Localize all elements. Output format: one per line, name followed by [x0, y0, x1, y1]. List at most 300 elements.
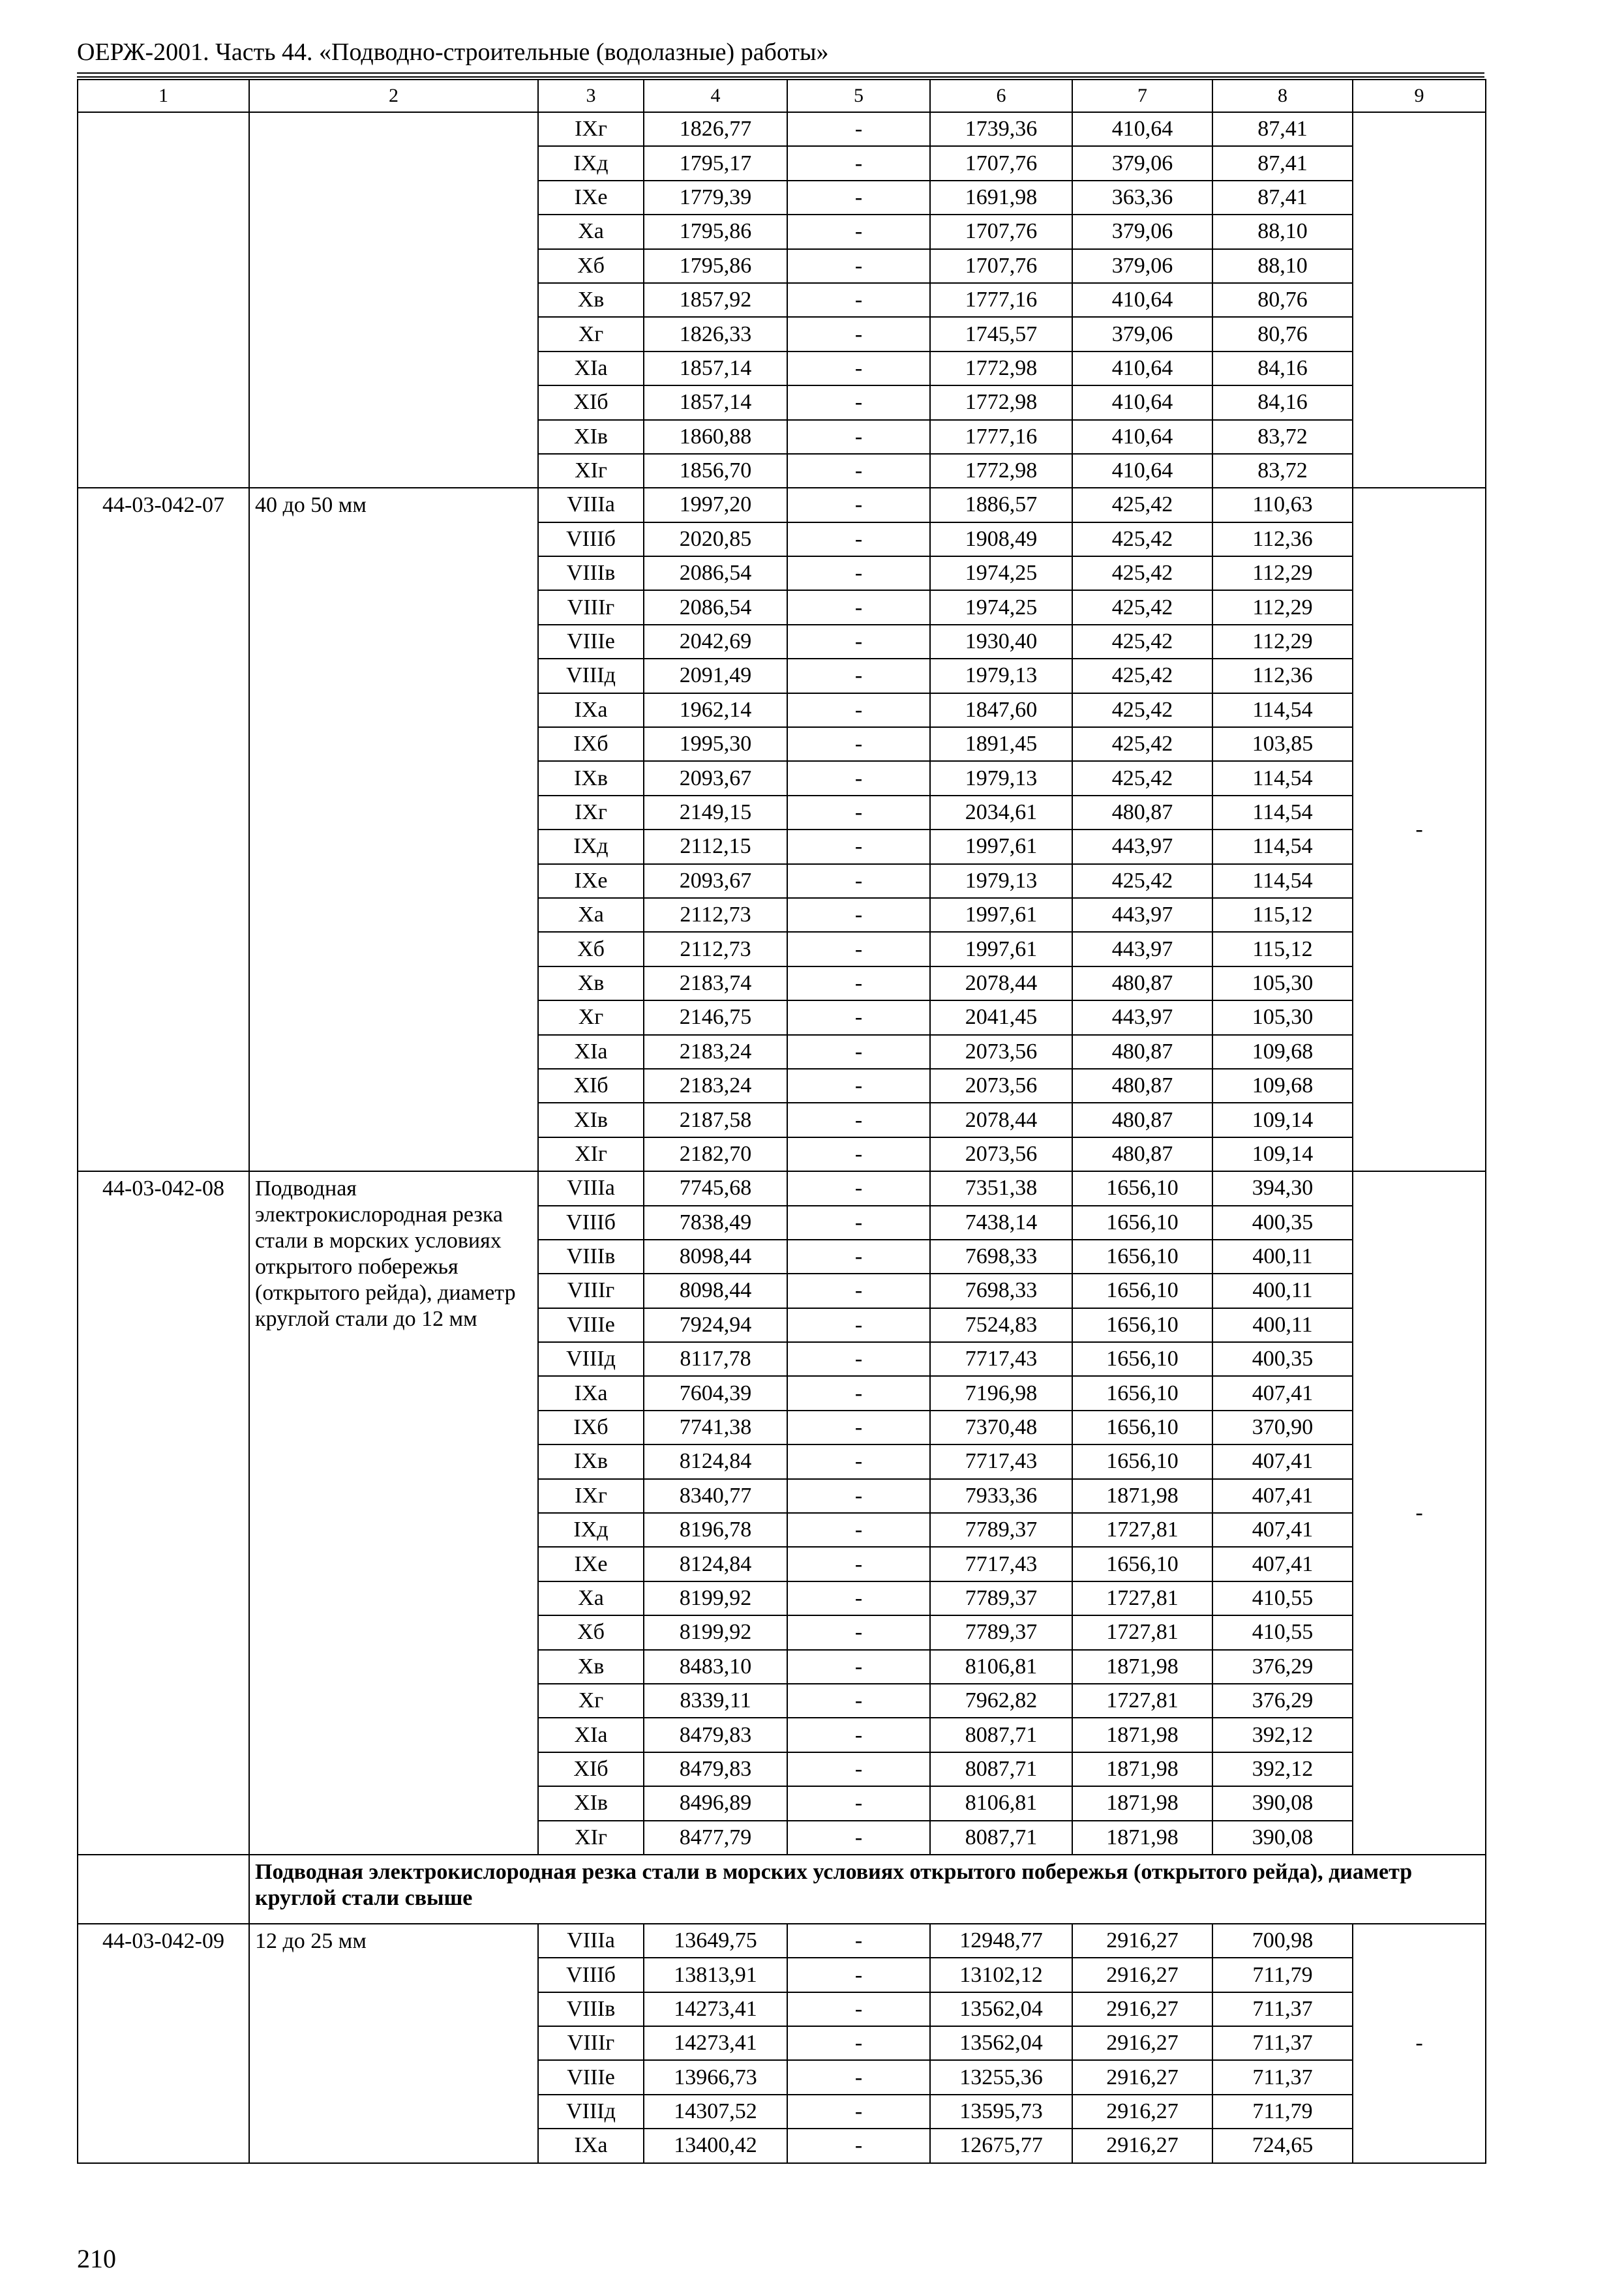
- labor-cost-cell: 7789,37: [930, 1615, 1072, 1649]
- total-cost-cell: 7924,94: [644, 1308, 787, 1342]
- column-number: 3: [538, 80, 644, 112]
- zone-cell: VIIIд: [538, 1342, 644, 1376]
- total-cost-cell: 2183,24: [644, 1069, 787, 1103]
- col5-cell: -: [787, 1650, 930, 1684]
- machine-cost-cell: 410,64: [1072, 454, 1212, 488]
- table-row: [78, 488, 1486, 522]
- labor-cost-cell: 1979,13: [930, 761, 1072, 795]
- machine-cost-cell: 425,42: [1072, 522, 1212, 556]
- materials-cost-cell: 87,41: [1212, 146, 1353, 180]
- materials-cost-cell: 724,65: [1212, 2129, 1353, 2162]
- total-cost-cell: 1856,70: [644, 454, 787, 488]
- header-rule-bottom: [77, 76, 1484, 78]
- materials-cost-cell: 80,76: [1212, 317, 1353, 351]
- materials-cost-cell: 400,11: [1212, 1274, 1353, 1308]
- labor-cost-cell: 7196,98: [930, 1376, 1072, 1410]
- materials-cost-cell: 711,37: [1212, 2060, 1353, 2094]
- machine-cost-cell: 1871,98: [1072, 1718, 1212, 1752]
- machine-cost-cell: 443,97: [1072, 932, 1212, 966]
- col5-cell: -: [787, 1308, 930, 1342]
- machine-cost-cell: 410,64: [1072, 352, 1212, 385]
- table-row: [78, 112, 1486, 146]
- section-heading-row: [78, 1855, 1486, 1924]
- machine-cost-cell: 443,97: [1072, 1000, 1212, 1034]
- materials-cost-cell: 410,55: [1212, 1581, 1353, 1615]
- zone-cell: IXг: [538, 112, 644, 146]
- labor-cost-cell: 1847,60: [930, 693, 1072, 727]
- machine-cost-cell: 1727,81: [1072, 1684, 1212, 1718]
- total-cost-cell: 1857,14: [644, 385, 787, 419]
- labor-cost-cell: 1777,16: [930, 283, 1072, 317]
- materials-cost-cell: 103,85: [1212, 727, 1353, 761]
- total-cost-cell: 2183,24: [644, 1035, 787, 1069]
- total-cost-cell: 1795,17: [644, 146, 787, 180]
- col5-cell: -: [787, 659, 930, 693]
- work-description: Подводная электрокислородная резка стали в морских условиях открытого побережья (открытого рейда), диаметр круглой стали до 12 мм: [249, 1171, 538, 1855]
- labor-cost-cell: 7789,37: [930, 1513, 1072, 1547]
- machine-cost-cell: 410,64: [1072, 420, 1212, 454]
- zone-cell: Xг: [538, 1684, 644, 1718]
- machine-cost-cell: 425,42: [1072, 659, 1212, 693]
- col5-cell: -: [787, 2060, 930, 2094]
- labor-cost-cell: 8087,71: [930, 1718, 1072, 1752]
- col5-cell: -: [787, 385, 930, 419]
- labor-cost-cell: 7524,83: [930, 1308, 1072, 1342]
- column-number: 8: [1212, 80, 1353, 112]
- total-cost-cell: 1857,14: [644, 352, 787, 385]
- col5-cell: -: [787, 1000, 930, 1034]
- col5-cell: -: [787, 864, 930, 898]
- machine-cost-cell: 480,87: [1072, 1069, 1212, 1103]
- machine-cost-cell: 363,36: [1072, 181, 1212, 215]
- col9-cell: -: [1353, 488, 1486, 1171]
- total-cost-cell: 2093,67: [644, 864, 787, 898]
- col5-cell: -: [787, 1924, 930, 1958]
- zone-cell: Xa: [538, 898, 644, 932]
- total-cost-cell: 8199,92: [644, 1615, 787, 1649]
- machine-cost-cell: 2916,27: [1072, 2095, 1212, 2129]
- labor-cost-cell: 2041,45: [930, 1000, 1072, 1034]
- zone-cell: XIa: [538, 1718, 644, 1752]
- labor-cost-cell: 1891,45: [930, 727, 1072, 761]
- zone-cell: IXa: [538, 693, 644, 727]
- total-cost-cell: 8477,79: [644, 1821, 787, 1855]
- col5-cell: -: [787, 352, 930, 385]
- total-cost-cell: 7838,49: [644, 1206, 787, 1240]
- col5-cell: -: [787, 1103, 930, 1137]
- col5-cell: -: [787, 249, 930, 283]
- zone-cell: VIIIe: [538, 2060, 644, 2094]
- col5-cell: -: [787, 1171, 930, 1205]
- labor-cost-cell: 8106,81: [930, 1650, 1072, 1684]
- materials-cost-cell: 400,35: [1212, 1342, 1353, 1376]
- zone-cell: IXe: [538, 864, 644, 898]
- zone-cell: VIIIe: [538, 1308, 644, 1342]
- labor-cost-cell: 1691,98: [930, 181, 1072, 215]
- materials-cost-cell: 109,14: [1212, 1137, 1353, 1171]
- labor-cost-cell: 13595,73: [930, 2095, 1072, 2129]
- total-cost-cell: 2091,49: [644, 659, 787, 693]
- total-cost-cell: 13813,91: [644, 1958, 787, 1992]
- col9-cell: -: [1353, 1171, 1486, 1855]
- zone-cell: XIб: [538, 385, 644, 419]
- total-cost-cell: 14273,41: [644, 2026, 787, 2060]
- machine-cost-cell: 443,97: [1072, 830, 1212, 863]
- zone-cell: IXe: [538, 181, 644, 215]
- table-row: [78, 1924, 1486, 1958]
- machine-cost-cell: 2916,27: [1072, 1924, 1212, 1958]
- labor-cost-cell: 1974,25: [930, 590, 1072, 624]
- machine-cost-cell: 425,42: [1072, 864, 1212, 898]
- labor-cost-cell: 1707,76: [930, 249, 1072, 283]
- materials-cost-cell: 407,41: [1212, 1376, 1353, 1410]
- labor-cost-cell: 2073,56: [930, 1137, 1072, 1171]
- zone-cell: VIIIб: [538, 522, 644, 556]
- materials-cost-cell: 115,12: [1212, 898, 1353, 932]
- total-cost-cell: 8117,78: [644, 1342, 787, 1376]
- zone-cell: VIIIб: [538, 1206, 644, 1240]
- zone-cell: Xв: [538, 283, 644, 317]
- materials-cost-cell: 394,30: [1212, 1171, 1353, 1205]
- materials-cost-cell: 392,12: [1212, 1718, 1353, 1752]
- col9-cell: -: [1353, 1924, 1486, 2163]
- col5-cell: -: [787, 146, 930, 180]
- materials-cost-cell: 390,08: [1212, 1786, 1353, 1820]
- zone-cell: XIб: [538, 1069, 644, 1103]
- col5-cell: -: [787, 1274, 930, 1308]
- materials-cost-cell: 83,72: [1212, 420, 1353, 454]
- col5-cell: -: [787, 1992, 930, 2026]
- work-description: [249, 112, 538, 488]
- total-cost-cell: 8124,84: [644, 1444, 787, 1478]
- col5-cell: -: [787, 1137, 930, 1171]
- zone-cell: VIIIд: [538, 2095, 644, 2129]
- col5-cell: -: [787, 1513, 930, 1547]
- total-cost-cell: 2112,73: [644, 898, 787, 932]
- machine-cost-cell: 410,64: [1072, 283, 1212, 317]
- labor-cost-cell: 7717,43: [930, 1342, 1072, 1376]
- total-cost-cell: 2182,70: [644, 1137, 787, 1171]
- rate-code: [78, 112, 249, 488]
- labor-cost-cell: 13255,36: [930, 2060, 1072, 2094]
- labor-cost-cell: 2078,44: [930, 966, 1072, 1000]
- machine-cost-cell: 425,42: [1072, 625, 1212, 659]
- labor-cost-cell: 1772,98: [930, 385, 1072, 419]
- zone-cell: XIa: [538, 352, 644, 385]
- total-cost-cell: 1860,88: [644, 420, 787, 454]
- materials-cost-cell: 114,54: [1212, 693, 1353, 727]
- labor-cost-cell: 7789,37: [930, 1581, 1072, 1615]
- zone-cell: XIб: [538, 1752, 644, 1786]
- materials-cost-cell: 370,90: [1212, 1411, 1353, 1444]
- total-cost-cell: 14273,41: [644, 1992, 787, 2026]
- machine-cost-cell: 480,87: [1072, 966, 1212, 1000]
- total-cost-cell: 8339,11: [644, 1684, 787, 1718]
- machine-cost-cell: 1656,10: [1072, 1376, 1212, 1410]
- col5-cell: -: [787, 556, 930, 590]
- materials-cost-cell: 83,72: [1212, 454, 1353, 488]
- zone-cell: IXг: [538, 1479, 644, 1513]
- materials-cost-cell: 112,29: [1212, 625, 1353, 659]
- total-cost-cell: 1826,77: [644, 112, 787, 146]
- col9-cell: [1353, 112, 1486, 488]
- labor-cost-cell: 1772,98: [930, 352, 1072, 385]
- zone-cell: IXa: [538, 2129, 644, 2162]
- zone-cell: IXa: [538, 1376, 644, 1410]
- machine-cost-cell: 1656,10: [1072, 1342, 1212, 1376]
- machine-cost-cell: 2916,27: [1072, 2060, 1212, 2094]
- zone-cell: XIв: [538, 1786, 644, 1820]
- zone-cell: Xг: [538, 317, 644, 351]
- col5-cell: -: [787, 420, 930, 454]
- zone-cell: VIIIa: [538, 488, 644, 522]
- materials-cost-cell: 112,29: [1212, 590, 1353, 624]
- materials-cost-cell: 88,10: [1212, 215, 1353, 248]
- zone-cell: Xв: [538, 966, 644, 1000]
- zone-cell: Xг: [538, 1000, 644, 1034]
- machine-cost-cell: 443,97: [1072, 898, 1212, 932]
- total-cost-cell: 8479,83: [644, 1718, 787, 1752]
- col5-cell: -: [787, 1821, 930, 1855]
- labor-cost-cell: 1974,25: [930, 556, 1072, 590]
- col5-cell: -: [787, 1786, 930, 1820]
- total-cost-cell: 8124,84: [644, 1547, 787, 1581]
- machine-cost-cell: 1656,10: [1072, 1206, 1212, 1240]
- materials-cost-cell: 115,12: [1212, 932, 1353, 966]
- column-number: 7: [1072, 80, 1212, 112]
- labor-cost-cell: 1707,76: [930, 146, 1072, 180]
- column-number: 6: [930, 80, 1072, 112]
- column-number: 4: [644, 80, 787, 112]
- col5-cell: -: [787, 2129, 930, 2162]
- labor-cost-cell: 1997,61: [930, 830, 1072, 863]
- total-cost-cell: 7604,39: [644, 1376, 787, 1410]
- column-number-row: [78, 80, 1486, 112]
- rate-code: 44-03-042-08: [78, 1171, 249, 1855]
- total-cost-cell: 2020,85: [644, 522, 787, 556]
- machine-cost-cell: 379,06: [1072, 317, 1212, 351]
- materials-cost-cell: 112,36: [1212, 659, 1353, 693]
- materials-cost-cell: 376,29: [1212, 1684, 1353, 1718]
- labor-cost-cell: 1979,13: [930, 659, 1072, 693]
- col5-cell: -: [787, 625, 930, 659]
- materials-cost-cell: 109,68: [1212, 1035, 1353, 1069]
- total-cost-cell: 2146,75: [644, 1000, 787, 1034]
- machine-cost-cell: 425,42: [1072, 761, 1212, 795]
- machine-cost-cell: 1871,98: [1072, 1786, 1212, 1820]
- total-cost-cell: 8098,44: [644, 1240, 787, 1274]
- machine-cost-cell: 379,06: [1072, 215, 1212, 248]
- zone-cell: XIв: [538, 420, 644, 454]
- col5-cell: -: [787, 1718, 930, 1752]
- total-cost-cell: 1795,86: [644, 249, 787, 283]
- col5-cell: -: [787, 1547, 930, 1581]
- total-cost-cell: 8098,44: [644, 1274, 787, 1308]
- column-number: 1: [78, 80, 249, 112]
- materials-cost-cell: 84,16: [1212, 352, 1353, 385]
- column-number: 5: [787, 80, 930, 112]
- section-heading: Подводная электрокислородная резка стали в морских условиях открытого побережья (открытого рейда), диаметр круглой стали свыше: [249, 1855, 1486, 1924]
- machine-cost-cell: 1727,81: [1072, 1513, 1212, 1547]
- col5-cell: -: [787, 761, 930, 795]
- labor-cost-cell: 13562,04: [930, 2026, 1072, 2060]
- labor-cost-cell: 7933,36: [930, 1479, 1072, 1513]
- col5-cell: -: [787, 317, 930, 351]
- labor-cost-cell: 1886,57: [930, 488, 1072, 522]
- col5-cell: -: [787, 796, 930, 830]
- zone-cell: Xб: [538, 249, 644, 283]
- zone-cell: VIIIa: [538, 1171, 644, 1205]
- labor-cost-cell: 1772,98: [930, 454, 1072, 488]
- zone-cell: XIв: [538, 1103, 644, 1137]
- col5-cell: -: [787, 1035, 930, 1069]
- machine-cost-cell: 1727,81: [1072, 1615, 1212, 1649]
- materials-cost-cell: 711,79: [1212, 1958, 1353, 1992]
- zone-cell: XIг: [538, 1137, 644, 1171]
- zone-cell: IXв: [538, 1444, 644, 1478]
- labor-cost-cell: 1777,16: [930, 420, 1072, 454]
- col5-cell: -: [787, 1444, 930, 1478]
- total-cost-cell: 7745,68: [644, 1171, 787, 1205]
- labor-cost-cell: 1739,36: [930, 112, 1072, 146]
- col5-cell: -: [787, 830, 930, 863]
- machine-cost-cell: 1656,10: [1072, 1171, 1212, 1205]
- column-number: 9: [1353, 80, 1486, 112]
- materials-cost-cell: 114,54: [1212, 830, 1353, 863]
- total-cost-cell: 2112,15: [644, 830, 787, 863]
- machine-cost-cell: 425,42: [1072, 556, 1212, 590]
- total-cost-cell: 1995,30: [644, 727, 787, 761]
- total-cost-cell: 2187,58: [644, 1103, 787, 1137]
- machine-cost-cell: 410,64: [1072, 112, 1212, 146]
- materials-cost-cell: 410,55: [1212, 1615, 1353, 1649]
- machine-cost-cell: 425,42: [1072, 488, 1212, 522]
- machine-cost-cell: 1871,98: [1072, 1479, 1212, 1513]
- machine-cost-cell: 425,42: [1072, 590, 1212, 624]
- zone-cell: IXг: [538, 796, 644, 830]
- machine-cost-cell: 379,06: [1072, 146, 1212, 180]
- total-cost-cell: 13400,42: [644, 2129, 787, 2162]
- materials-cost-cell: 711,37: [1212, 2026, 1353, 2060]
- section-heading-blank: [78, 1855, 249, 1924]
- machine-cost-cell: 2916,27: [1072, 2026, 1212, 2060]
- materials-cost-cell: 109,68: [1212, 1069, 1353, 1103]
- zone-cell: XIг: [538, 1821, 644, 1855]
- col5-cell: -: [787, 1240, 930, 1274]
- machine-cost-cell: 1656,10: [1072, 1308, 1212, 1342]
- zone-cell: VIIIг: [538, 590, 644, 624]
- work-description: 12 до 25 мм: [249, 1924, 538, 2163]
- col5-cell: -: [787, 1684, 930, 1718]
- machine-cost-cell: 2916,27: [1072, 1958, 1212, 1992]
- labor-cost-cell: 2034,61: [930, 796, 1072, 830]
- total-cost-cell: 8199,92: [644, 1581, 787, 1615]
- machine-cost-cell: 1656,10: [1072, 1274, 1212, 1308]
- zone-cell: VIIIa: [538, 1924, 644, 1958]
- col5-cell: -: [787, 2026, 930, 2060]
- zone-cell: VIIIe: [538, 625, 644, 659]
- materials-cost-cell: 400,35: [1212, 1206, 1353, 1240]
- total-cost-cell: 2086,54: [644, 556, 787, 590]
- materials-cost-cell: 407,41: [1212, 1444, 1353, 1478]
- labor-cost-cell: 7962,82: [930, 1684, 1072, 1718]
- materials-cost-cell: 109,14: [1212, 1103, 1353, 1137]
- labor-cost-cell: 7351,38: [930, 1171, 1072, 1205]
- materials-cost-cell: 407,41: [1212, 1547, 1353, 1581]
- total-cost-cell: 1857,92: [644, 283, 787, 317]
- materials-cost-cell: 105,30: [1212, 966, 1353, 1000]
- labor-cost-cell: 13102,12: [930, 1958, 1072, 1992]
- work-description: 40 до 50 мм: [249, 488, 538, 1171]
- machine-cost-cell: 1727,81: [1072, 1581, 1212, 1615]
- materials-cost-cell: 114,54: [1212, 796, 1353, 830]
- col5-cell: -: [787, 1206, 930, 1240]
- zone-cell: IXб: [538, 727, 644, 761]
- materials-cost-cell: 87,41: [1212, 112, 1353, 146]
- col5-cell: -: [787, 1615, 930, 1649]
- total-cost-cell: 8483,10: [644, 1650, 787, 1684]
- col5-cell: -: [787, 488, 930, 522]
- materials-cost-cell: 84,16: [1212, 385, 1353, 419]
- machine-cost-cell: 1656,10: [1072, 1240, 1212, 1274]
- labor-cost-cell: 2078,44: [930, 1103, 1072, 1137]
- total-cost-cell: 1962,14: [644, 693, 787, 727]
- machine-cost-cell: 1656,10: [1072, 1547, 1212, 1581]
- machine-cost-cell: 425,42: [1072, 693, 1212, 727]
- zone-cell: Xб: [538, 1615, 644, 1649]
- col5-cell: -: [787, 898, 930, 932]
- col5-cell: -: [787, 1479, 930, 1513]
- total-cost-cell: 1826,33: [644, 317, 787, 351]
- materials-cost-cell: 400,11: [1212, 1308, 1353, 1342]
- col5-cell: -: [787, 1069, 930, 1103]
- col5-cell: -: [787, 215, 930, 248]
- materials-cost-cell: 390,08: [1212, 1821, 1353, 1855]
- col5-cell: -: [787, 1581, 930, 1615]
- zone-cell: VIIIв: [538, 1992, 644, 2026]
- col5-cell: -: [787, 1376, 930, 1410]
- materials-cost-cell: 114,54: [1212, 864, 1353, 898]
- total-cost-cell: 2086,54: [644, 590, 787, 624]
- materials-cost-cell: 407,41: [1212, 1513, 1353, 1547]
- total-cost-cell: 8479,83: [644, 1752, 787, 1786]
- machine-cost-cell: 1656,10: [1072, 1411, 1212, 1444]
- zone-cell: VIIIв: [538, 1240, 644, 1274]
- price-table: [77, 79, 1486, 2164]
- col5-cell: -: [787, 181, 930, 215]
- col5-cell: -: [787, 932, 930, 966]
- zone-cell: IXe: [538, 1547, 644, 1581]
- total-cost-cell: 14307,52: [644, 2095, 787, 2129]
- total-cost-cell: 1997,20: [644, 488, 787, 522]
- total-cost-cell: 7741,38: [644, 1411, 787, 1444]
- col5-cell: -: [787, 1342, 930, 1376]
- materials-cost-cell: 80,76: [1212, 283, 1353, 317]
- machine-cost-cell: 379,06: [1072, 249, 1212, 283]
- labor-cost-cell: 8106,81: [930, 1786, 1072, 1820]
- total-cost-cell: 1795,86: [644, 215, 787, 248]
- col5-cell: -: [787, 454, 930, 488]
- labor-cost-cell: 1997,61: [930, 898, 1072, 932]
- labor-cost-cell: 1707,76: [930, 215, 1072, 248]
- total-cost-cell: 1779,39: [644, 181, 787, 215]
- total-cost-cell: 13966,73: [644, 2060, 787, 2094]
- total-cost-cell: 2093,67: [644, 761, 787, 795]
- labor-cost-cell: 7438,14: [930, 1206, 1072, 1240]
- labor-cost-cell: 2073,56: [930, 1069, 1072, 1103]
- zone-cell: VIIIв: [538, 556, 644, 590]
- machine-cost-cell: 2916,27: [1072, 2129, 1212, 2162]
